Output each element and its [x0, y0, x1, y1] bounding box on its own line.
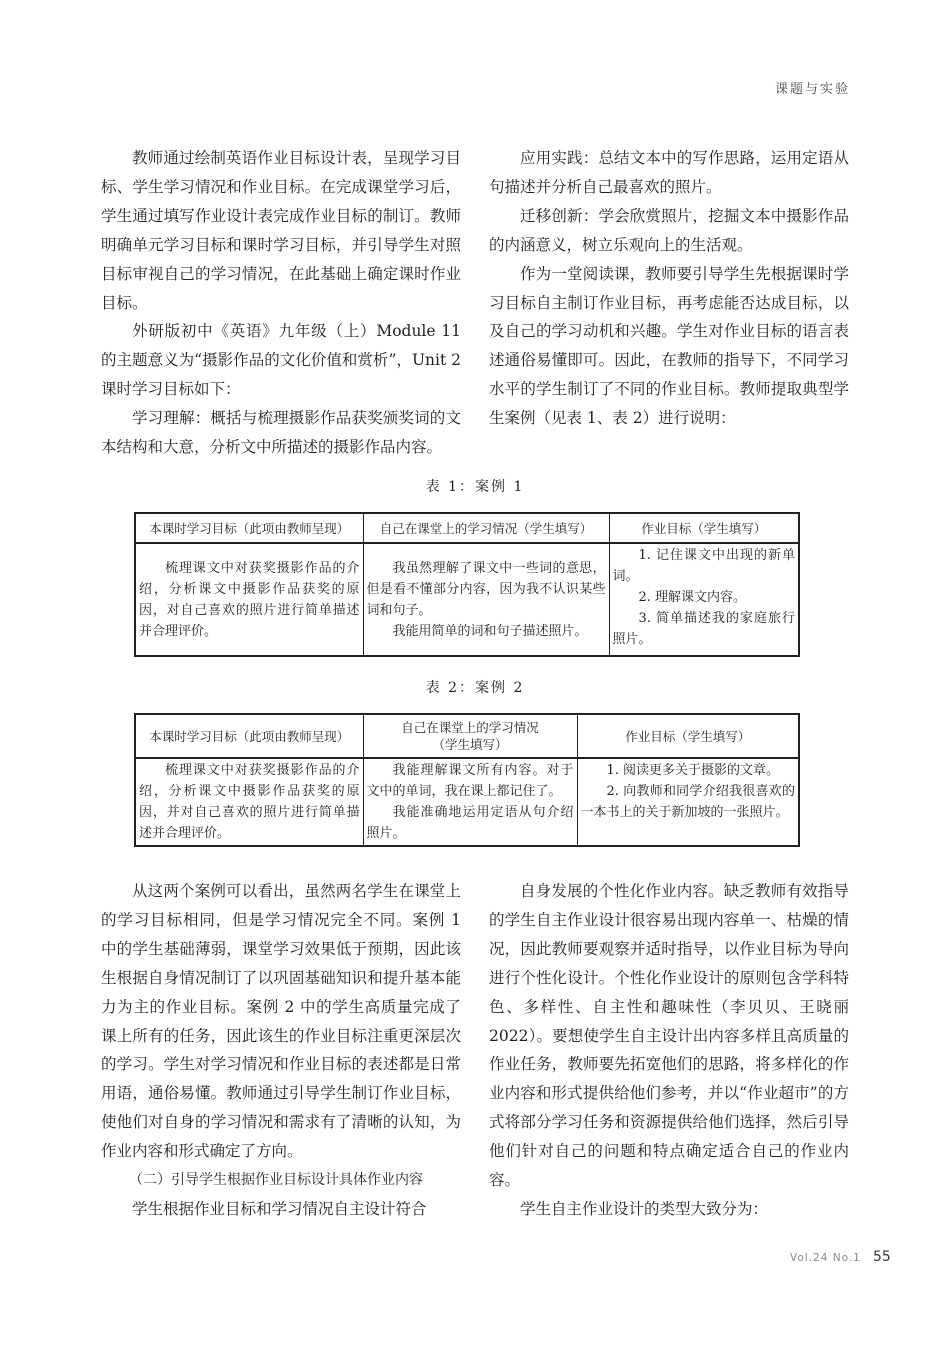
table-header-row: [135, 714, 799, 758]
paragraph: 自身发展的个性化作业内容。缺乏教师有效指导的学生自主作业设计很容易出现内容单一、枯燥的情况，因此教师要观察并适时指导，以作业目标为导向进行个性化设计。个性化作业设计的原则包含学科特色、多样性、自主性和趣味性（李贝贝、王晓丽 2022）。要想使学生自主设计出内容多样且高质量的作业任务，教师要先拓宽他们的思路，将多样化的作业内容和形式提供给他们参考，并以“作业超市”的方式将部分学习任务和资源提供给他们选择，然后引导他们针对自己的问题和特点确定适合自己的作业内容。: [489, 882, 849, 1190]
table-cell: [363, 543, 609, 656]
paragraph: 作为一堂阅读课，教师要引导学生先根据课时学习目标自主制订作业目标，再考虑能否达成目标，以及自己的学习动机和兴趣。学生对作业目标的语言表述通俗易懂即可。因此，在教师的指导下，不同学习水平的学生制订了不同的作业目标。教师提取典型学生案例（见表 1、表 2）进行说明：: [489, 264, 849, 428]
header-line: 自己在课堂上的学习情况: [401, 720, 539, 735]
running-header: 课题与实验: [774, 82, 850, 97]
cell-text: 我能用简单的词和句子描述照片。: [392, 624, 588, 639]
cell-text: 我能准确地运用定语从句介绍照片。: [366, 805, 574, 841]
section-subheading: （二）引导学生根据作业目标设计具体作业内容: [129, 1172, 423, 1189]
table-cell: [577, 758, 799, 846]
table-header-cell: 作业目标（学生填写）: [577, 714, 799, 758]
table-header-cell: 作业目标（学生填写）: [609, 513, 799, 543]
paragraph: 学生自主作业设计的类型大致分为：: [520, 1199, 769, 1218]
paragraph: 教师通过绘制英语作业目标设计表，呈现学习目标、学生学习情况和作业目标。在完成课堂学习后，学生通过填写作业设计表完成作业目标的制订。教师明确单元学习目标和课时学习目标，并引导学生对照目标审视自己的学习情况，在此基础上确定课时作业目标。: [101, 149, 461, 312]
paragraph: 应用实践：总结文本中的写作思路，运用定语从句描述并分析自己最喜欢的照片。: [489, 149, 849, 196]
table-cell: [363, 758, 577, 846]
paragraph: 外研版初中《英语》九年级（上）Module 11 的主题意义为“摄影作品的文化价值和赏析”，Unit 2 课时学习目标如下：: [101, 322, 461, 399]
paragraph: 学习理解：概括与梳理摄影作品获奖颁奖词的文本结构和大意，分析文中所描述的摄影作品内容。: [101, 409, 461, 457]
top-right-column: [489, 144, 849, 433]
page-number: 55: [873, 1249, 891, 1265]
header-line: （学生填写）: [432, 737, 508, 752]
table-row: [135, 543, 799, 656]
cell-text: 我能理解课文所有内容。对于文中的单词，我在课上都记住了。: [366, 763, 574, 799]
table-header-cell: 本课时学习目标（此项由教师呈现）: [135, 714, 363, 758]
table-header-cell: 本课时学习目标（此项由教师呈现）: [135, 513, 363, 543]
cell-text: 2. 向教师和同学介绍我很喜欢的一本书上的关于新加坡的一张照片。: [580, 784, 795, 820]
cell-text: 1. 阅读更多关于摄影的文章。: [606, 763, 780, 778]
table1: [134, 512, 800, 657]
cell-text: 梳理课文中对获奖摄影作品的介绍，分析课文中摄影作品获奖的原因，对自己喜欢的照片进行简单描述并合理评价。: [139, 561, 360, 639]
table2: [134, 713, 800, 847]
table1-caption: 表 1：案例 1: [425, 479, 525, 495]
paragraph: 学生根据作业目标和学习情况自主设计符合: [132, 1199, 427, 1218]
table-header-cell: [363, 714, 577, 758]
paragraph: 从这两个案例可以看出，虽然两名学生在课堂上的学习目标相同，但是学习情况完全不同。案例 1 中的学生基础薄弱，课堂学习效果低于预期，因此该生根据自身情况制订了以巩固基础知识和提升基本能力为主的作业目标。案例 2 中的学生高质量完成了课上所有的任务，因此该生的作业目标注重更深层次的学习。学生对学习情况和作业目标的表述都是日常用语，通俗易懂。教师通过引导学生制订作业目标，使他们对自身的学习情况和需求有了清晰的认知，为作业内容和形式确定了方向。: [101, 882, 461, 1161]
table-cell: [135, 543, 363, 656]
cell-text: 2. 理解课文内容。: [638, 590, 747, 605]
cell-text: 3. 简单描述我的家庭旅行照片。: [612, 611, 795, 647]
table-cell: [135, 758, 363, 846]
volume-label: Vol.24 No.1: [790, 1252, 861, 1264]
paragraph: 迁移创新：学会欣赏照片，挖掘文本中摄影作品的内涵意义，树立乐观向上的生活观。: [489, 206, 849, 254]
table-cell: [609, 543, 799, 656]
table-header-cell: 自己在课堂上的学习情况（学生填写）: [363, 513, 609, 543]
cell-text: 1. 记住课文中出现的新单词。: [612, 548, 795, 584]
bottom-right-column: [489, 877, 849, 1224]
cell-text: 梳理课文中对获奖摄影作品的介绍，分析课文中摄影作品获奖的原因，并对自己喜欢的照片进行简单描述并合理评价。: [139, 763, 360, 841]
table-header-row: [135, 513, 799, 543]
cell-text: 我虽然理解了课文中一些词的意思，但是看不懂部分内容，因为我不认识某些词和句子。: [366, 561, 606, 618]
top-left-column: [101, 144, 461, 462]
table-row: [135, 758, 799, 846]
bottom-left-column: [101, 877, 461, 1224]
table2-caption: 表 2：案例 2: [425, 680, 525, 696]
